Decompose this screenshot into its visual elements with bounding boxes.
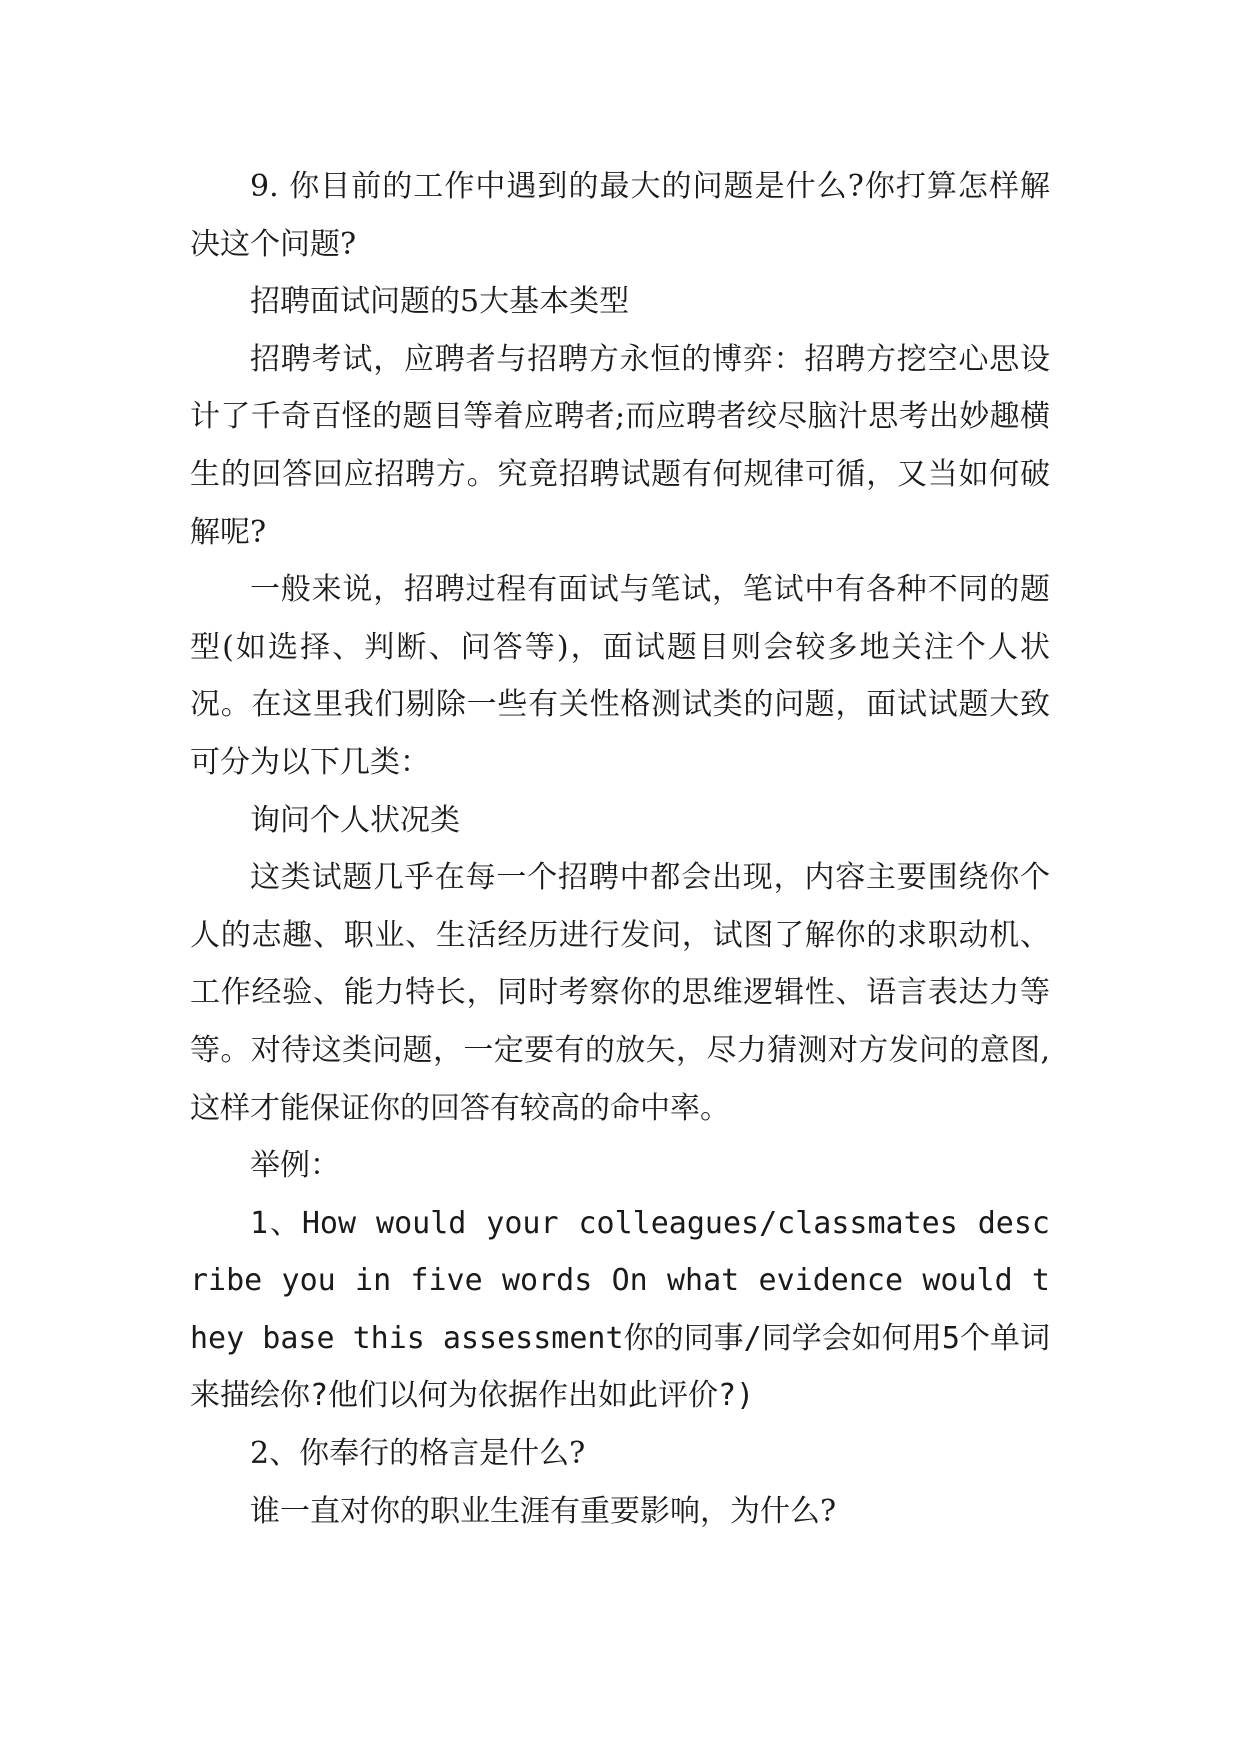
document-body [190,158,1050,1540]
category-heading-personal: 询问个人状况类 [250,802,460,838]
paragraph-question-9: 9. 你目前的工作中遇到的最大的问题是什么?你打算怎样解决这个问题? [190,169,1050,262]
paragraph-overview: 一般来说，招聘过程有面试与笔试，笔试中有各种不同的题型(如选择、判断、问答等)，面试题目则会较多地关注个人状况。在这里我们剔除一些有关性格测试类的问题，面试试题大致可分为以下几类： [190,572,1050,780]
section-heading-five-types: 招聘面试问题的5大基本类型 [250,284,630,320]
example-item-1: 1、How would your colleagues/classmates describe you in five words On what evidence would they base this assessment你的同事/同学会如何用5个单词来描绘你?他们以何为依据作出如此评价?) [190,1205,1050,1414]
paragraph-category-description: 这类试题几乎在每一个招聘中都会出现，内容主要围绕你个人的志趣、职业、生活经历进行发问，试图了解你的求职动机、工作经验、能力特长，同时考察你的思维逻辑性、语言表达力等等。对待这类问题，一定要有的放矢，尽力猜测对方发问的意图,这样才能保证你的回答有较高的命中率。 [190,860,1050,1126]
example-item-2: 2、你奉行的格言是什么? [250,1436,586,1472]
examples-label: 举例： [250,1148,340,1184]
example-item-3: 谁一直对你的职业生涯有重要影响，为什么? [250,1493,837,1529]
paragraph-intro: 招聘考试，应聘者与招聘方永恒的博弈：招聘方挖空心思设计了千奇百怪的题目等着应聘者;而应聘者绞尽脑汁思考出妙趣横生的回答回应招聘方。究竟招聘试题有何规律可循，又当如何破解呢? [190,341,1050,550]
